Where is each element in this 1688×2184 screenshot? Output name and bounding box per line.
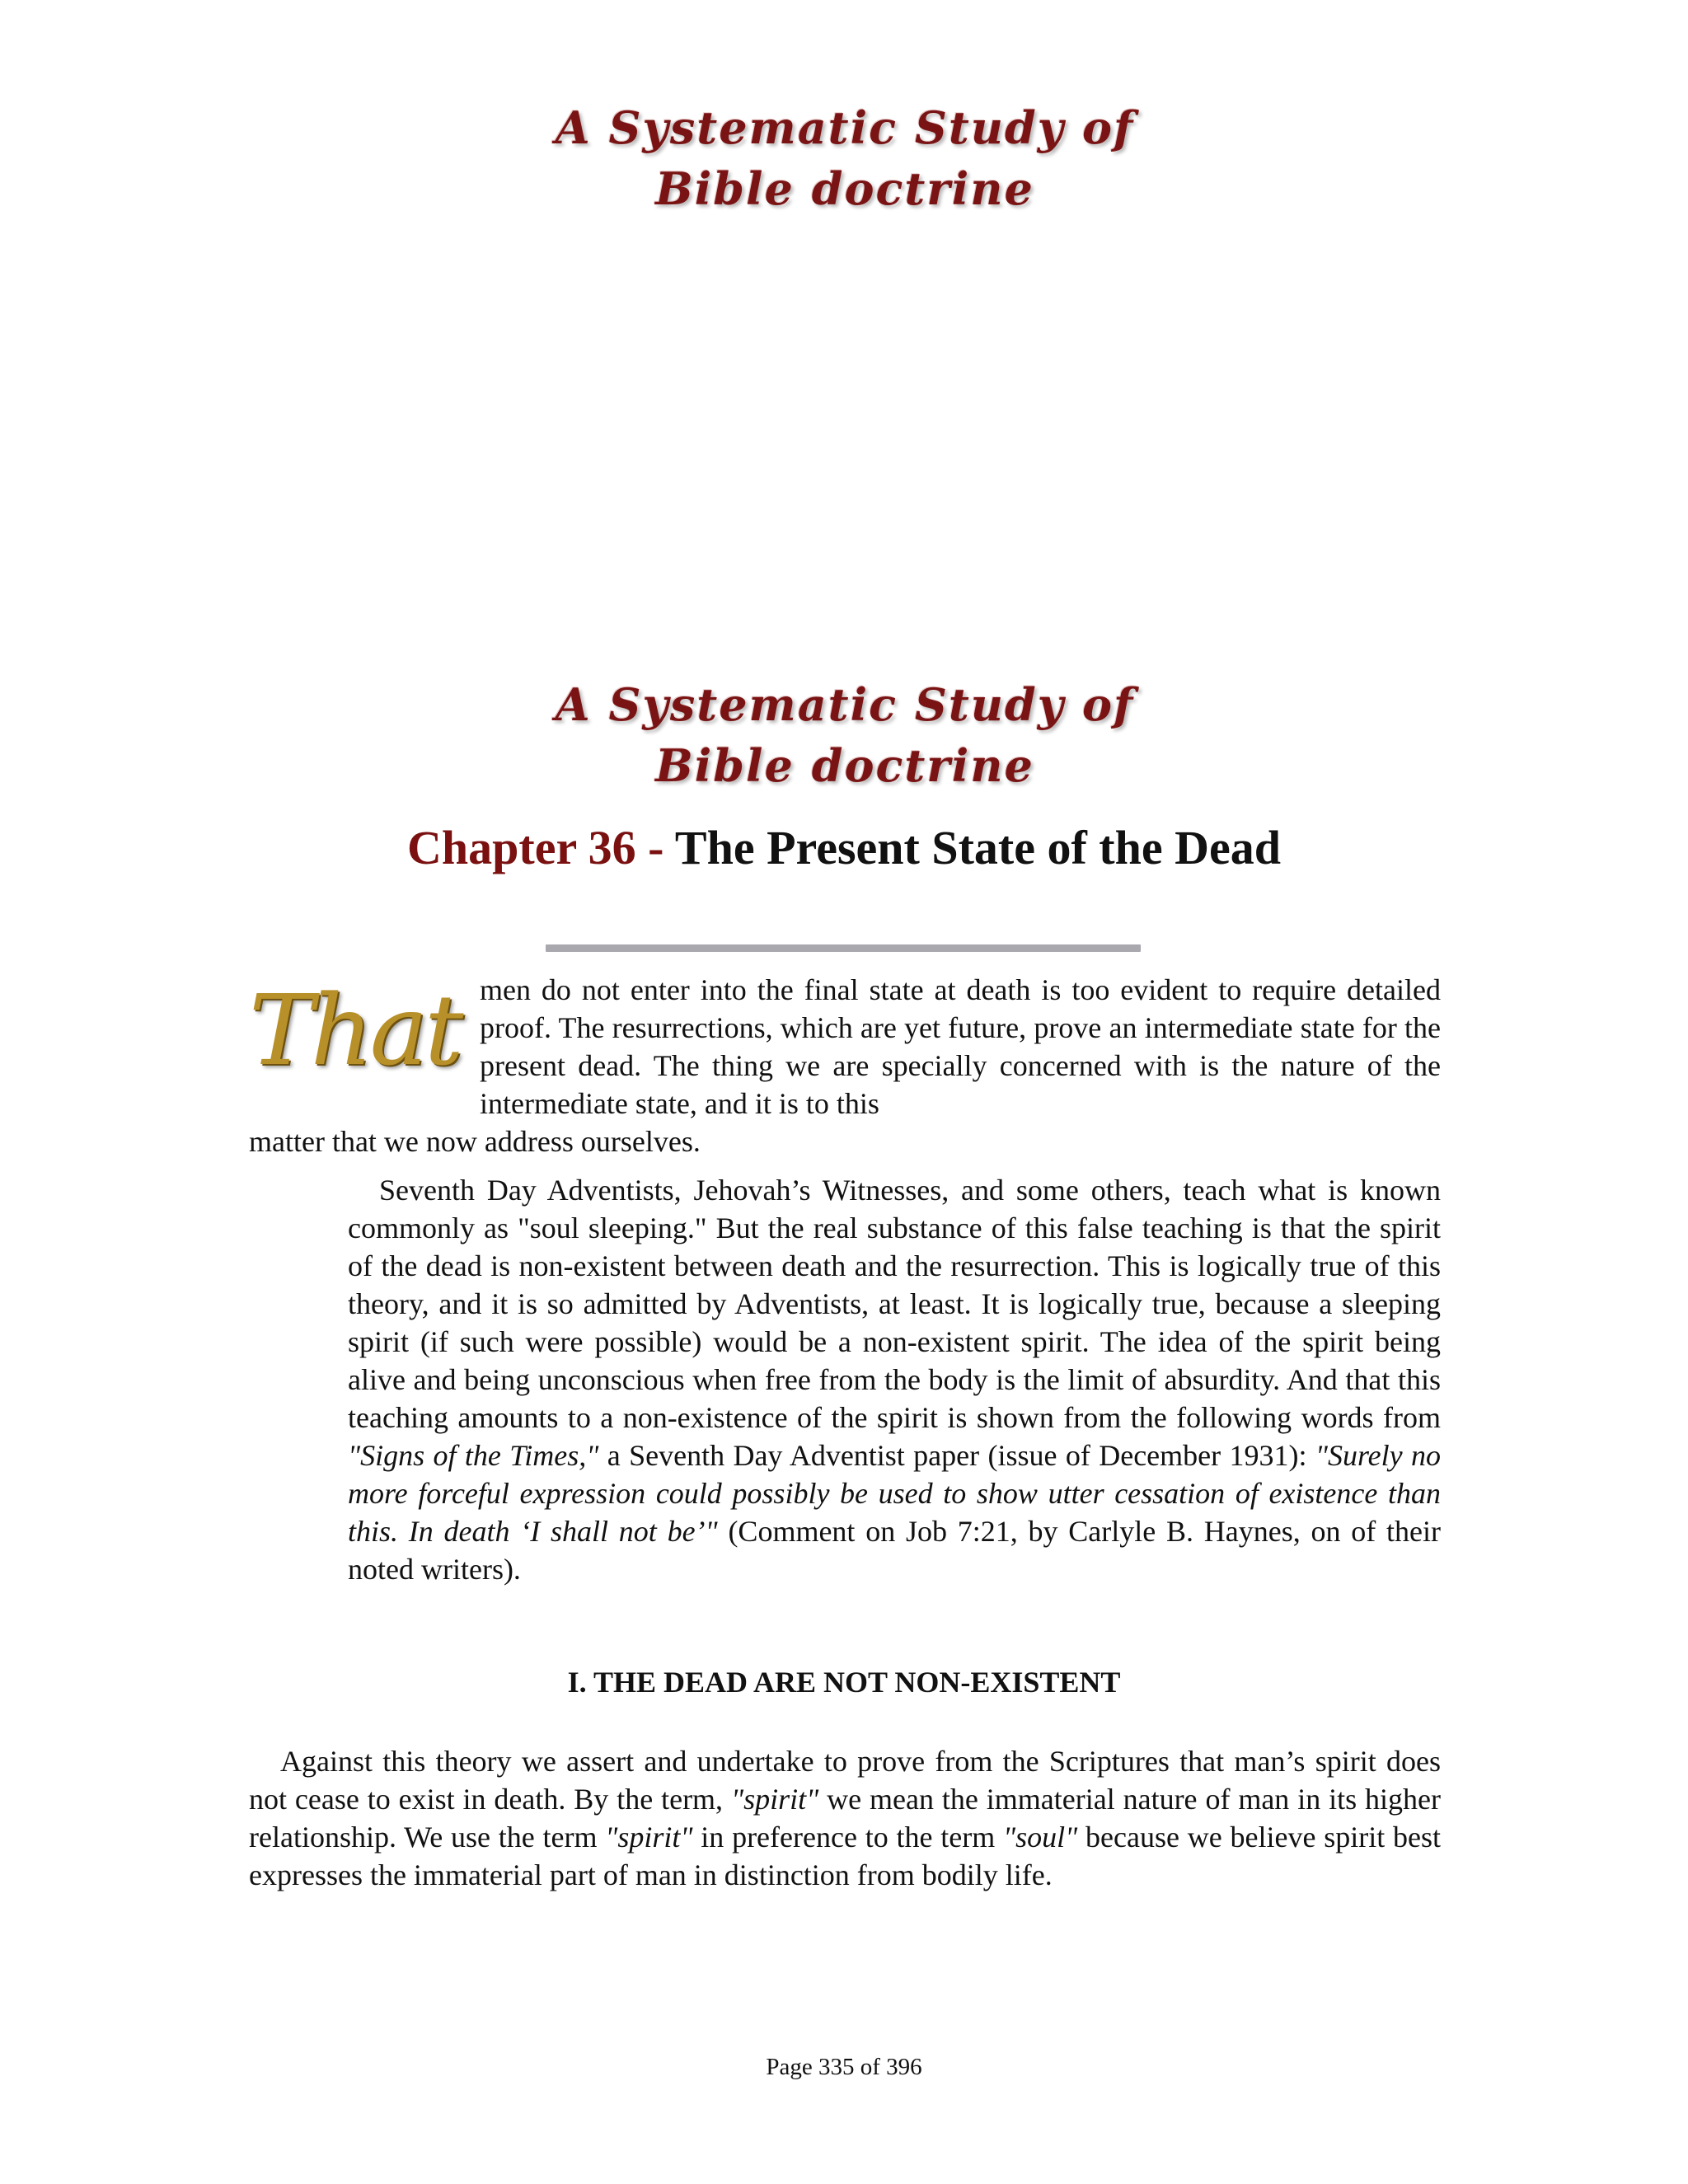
decorative-initial [249, 972, 463, 1088]
quoted-passage: "Surely no more forceful expression could possibly be used to show utter cessation of existence than this. In death ‘I shall not be’" [348, 1439, 1441, 1548]
paragraph-text: because we believe spirit best expresses the immaterial part of man in distinction from bodily life. [249, 1821, 1441, 1891]
intro-paragraph: men do not enter into the final state at death is too evident to require detailed proof. The resurrections, which are yet future, prove an intermediate state for the present dead. The thing we are specially concerned with is the nature of the intermediate state, and it is to this [480, 973, 1441, 1120]
banner-line-1: A Systematic Study of [555, 101, 1135, 154]
paragraph-text: we mean the immaterial nature of man in its higher relationship. We use the term [249, 1783, 1441, 1854]
emphasized-term: "soul" [1003, 1821, 1078, 1854]
banner-line-2: Bible doctrine [655, 162, 1034, 215]
spirit-definition-paragraph [249, 1742, 1441, 1894]
decorative-initial-word: That [249, 973, 461, 1087]
paragraph-text: Seventh Day Adventists, Jehovah’s Witnesses, and some others, teach what is known commonly as "soul sleeping." But the real substance of this false teaching is that the spirit of the dead is non-existent between death and the resurrection. This is logically true of this theory, and it is so admitted by Adventists, at least. It is logically true, because a sleeping spirit (if such were possible) would be a non-existent spirit. The idea of the spirit being alive and being unconscious when free from the body is the limit of absurdity. And that this teaching amounts to a non-existence of the spirit is shown from the following words from [348, 1174, 1441, 1434]
page-number: Page 335 of 396 [766, 2054, 922, 2080]
paragraph-text: (Comment on Job 7:21, by Carlyle B. Haynes, on of their noted writers). [348, 1515, 1441, 1586]
book-title-banner-chapter [495, 674, 1195, 796]
quoted-source-title: "Signs of the Times," [348, 1439, 599, 1472]
paragraph-text: Against this theory we assert and undertake to prove from the Scriptures that man’s spirit does not cease to exist in death. By the term, [249, 1745, 1441, 1816]
chapter-heading [0, 820, 1688, 875]
banner-line-2: Bible doctrine [655, 739, 1034, 792]
section-heading: I. THE DEAD ARE NOT NON-EXISTENT [567, 1666, 1121, 1699]
intro-paragraph-tail: matter that we now address ourselves. [249, 1125, 701, 1158]
emphasized-term: "spirit" [605, 1821, 693, 1854]
chapter-title: The Present State of the Dead [674, 821, 1281, 874]
chapter-number: Chapter 36 - [406, 821, 664, 874]
banner-line-1: A Systematic Study of [555, 678, 1135, 731]
title-divider [546, 944, 1141, 952]
book-title-banner-top [495, 97, 1195, 219]
soul-sleeping-paragraph [348, 1171, 1441, 1588]
paragraph-text: a Seventh Day Adventist paper (issue of December 1931): [598, 1439, 1315, 1472]
emphasized-term: "spirit" [730, 1783, 819, 1816]
paragraph-text: in preference to the term [692, 1821, 1003, 1854]
